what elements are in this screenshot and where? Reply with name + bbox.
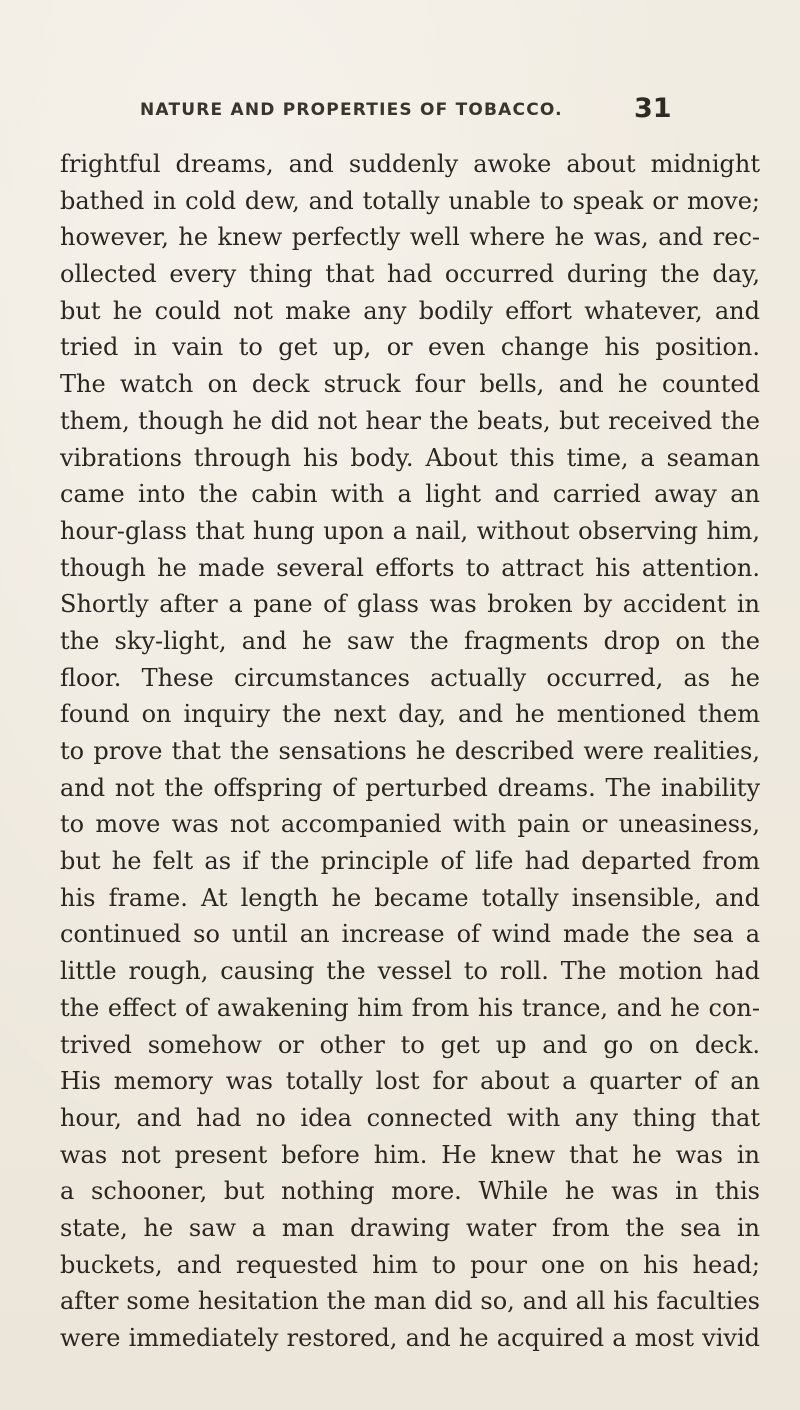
text-line: the sky-light, and he saw the fragments drop on the (60, 626, 760, 655)
text-line: continued so until an increase of wind made the sea a (60, 920, 760, 949)
text-line: bathed in cold dew, and totally unable to speak or move; (60, 186, 760, 215)
text-line: but he could not make any bodily effort whatever, and (60, 296, 760, 325)
text-line: came into the cabin with a light and carried away an (60, 480, 760, 509)
text-line: to prove that the sensations he described were realities, (60, 737, 760, 765)
text-line: floor. These circumstances actually occurred, as he (60, 663, 760, 692)
text-line: however, he knew perfectly well where he was, and rec- (60, 223, 760, 252)
text-line: was not present before him. He knew that he was in (60, 1140, 760, 1169)
text-line: Shortly after a pane of glass was broken by accident in (60, 590, 760, 619)
text-line: trived somehow or other to get up and go on deck. (60, 1030, 760, 1059)
page-number: 31 (634, 93, 672, 124)
text-line: them, though he did not hear the beats, but received the (60, 406, 760, 435)
text-line: were immediately restored, and he acquired a most vivid (60, 1324, 760, 1352)
text-line: after some hesitation the man did so, and all his faculties (60, 1287, 760, 1316)
text-line: vibrations through his body. About this time, a seaman (60, 443, 760, 472)
text-line: His memory was totally lost for about a quarter of an (60, 1067, 760, 1096)
text-line: frightful dreams, and suddenly awoke about midnight (60, 150, 760, 178)
text-line: though he made several efforts to attract his attention. (60, 553, 760, 582)
text-line: ollected every thing that had occurred during the day, (60, 260, 760, 289)
running-title: NATURE AND PROPERTIES OF TOBACCO. (140, 100, 563, 120)
text-line: hour, and had no idea connected with any thing that (60, 1103, 760, 1132)
text-line: a schooner, but nothing more. While he was in this (60, 1177, 760, 1206)
text-line: The watch on deck struck four bells, and he counted (60, 370, 760, 399)
text-line: state, he saw a man drawing water from the sea in (60, 1213, 760, 1242)
text-line: but he felt as if the principle of life had departed from (60, 847, 760, 876)
text-line: little rough, causing the vessel to roll. The motion had (60, 957, 760, 986)
text-line: to move was not accompanied with pain or uneasiness, (60, 810, 760, 839)
body-text (60, 146, 760, 1357)
text-line: the effect of awakening him from his trance, and he con- (60, 993, 760, 1022)
text-line: buckets, and requested him to pour one on his head; (60, 1250, 760, 1279)
running-head (0, 80, 800, 124)
text-line: tried in vain to get up, or even change his position. (60, 333, 760, 362)
text-line: found on inquiry the next day, and he mentioned them (60, 700, 760, 729)
text-line: his frame. At length he became totally insensible, and (60, 883, 760, 912)
text-line: hour-glass that hung upon a nail, without observing him, (60, 516, 760, 545)
text-line: and not the offspring of perturbed dreams. The inability (60, 773, 760, 802)
